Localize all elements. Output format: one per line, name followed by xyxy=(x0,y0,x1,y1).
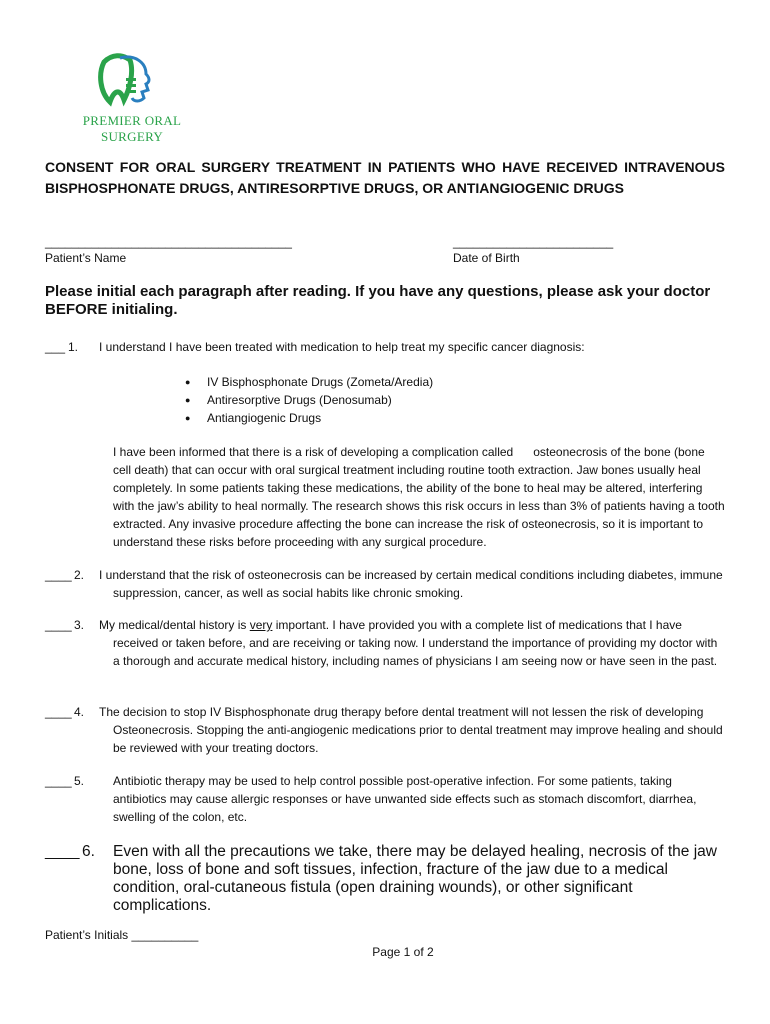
initial-blank-4[interactable]: ____ xyxy=(45,705,72,719)
patient-initials xyxy=(45,926,198,944)
practice-name: PREMIER ORAL SURGERY xyxy=(82,113,182,144)
drug-list-item: ● Antiangiogenic Drugs xyxy=(185,409,585,427)
item-text-6: Even with all the precautions we take, there may be delayed healing, necrosis of the jaw bone, loss of bone and soft tissues, infection, fracture of the jaw due to a medical condition, oral-cutaneous fistula (open draining wounds), or other significant complications. xyxy=(113,843,717,914)
item-text-2-body: I understand that the risk of osteonecrosis can be increased by certain medical conditions including diabetes, immune suppression, cancer, as well as social habits like chronic smoking. xyxy=(99,568,723,600)
form-title: CONSENT FOR ORAL SURGERY TREATMENT IN PATIENTS WHO HAVE RECEIVED INTRAVENOUS BISPHOSPHONATE DRUGS, ANTIRESORPTIVE DRUGS, OR ANTIANGIOGENIC DRUGS xyxy=(45,159,725,196)
drug-list xyxy=(185,373,585,427)
practice-logo xyxy=(52,52,212,144)
item-number-3: 3. xyxy=(74,618,85,632)
item-detail-1: I have been informed that there is a risk of developing a complication called osteonecrosis of the bone (bone cell death) that can occur with oral surgical treatment including routine tooth extraction. Jaw bones usually heal completely. In some patients taking these medications, the ability of the bone to heal may be altered, interfering with the jaw’s ability to heal normally. The research shows this risk occurs in less than 3% of patients having a tooth extracted. Any invasive procedure affecting the bone can increase the risk of osteonecrosis, so it is important to understand these risks before proceeding with any surgical procedure. xyxy=(113,445,728,549)
item-number-2: 2. xyxy=(74,568,85,582)
item-text-3-start: My medical/dental history is xyxy=(99,618,250,632)
item-number-1: 1. xyxy=(68,340,79,354)
patient-initials-field[interactable]: __________ xyxy=(131,928,199,942)
page-number: Page 1 of 2 xyxy=(372,945,434,959)
item-text-3 xyxy=(99,616,724,670)
date-of-birth-label: Date of Birth xyxy=(453,251,520,265)
item-number-4: 4. xyxy=(74,705,85,719)
item-text-3-rest: important. I have provided you with a complete list of medications that I have received or taken before, and are receiving or taking now. I understand the importance of providing my doctor with a thorough and accurate medical history, including names of physicians I am seeing now or have seen in the past. xyxy=(113,618,718,668)
patient-initials-label: Patient’s Initials xyxy=(45,928,129,942)
item-text-4-body: The decision to stop IV Bisphosphonate drug therapy before dental treatment will not lessen the risk of developing Osteonecrosis. Stopping the anti-angiogenic medications prior to dental treatment may improve healing and should be reviewed with your treating doctors. xyxy=(99,705,723,755)
initial-blank-6[interactable]: ____ xyxy=(45,843,80,860)
drug-list-item: ● Antiresorptive Drugs (Denosumab) xyxy=(185,391,585,409)
date-of-birth-field[interactable]: ________________________ xyxy=(453,235,614,249)
drug-list-item: ● IV Bisphosphonate Drugs (Zometa/Aredia) xyxy=(185,373,585,391)
item-text-1: I understand I have been treated with medication to help treat my specific cancer diagnosis: xyxy=(99,340,585,354)
initial-blank-3[interactable]: ____ xyxy=(45,618,72,632)
patient-name-field[interactable]: _____________________________________ xyxy=(45,235,292,249)
patient-name-label: Patient’s Name xyxy=(45,251,127,265)
item-number-6: 6. xyxy=(82,843,95,860)
item-text-4 xyxy=(99,703,724,757)
item-text-5: Antibiotic therapy may be used to help control possible post-operative infection. For some patients, taking antibiotics may cause allergic responses or have unwanted side effects such as stomach discomfort, diarrhea, swelling of the colon, etc. xyxy=(113,774,697,824)
emphasis-very: very xyxy=(249,618,273,632)
item-number-5: 5. xyxy=(74,774,85,788)
instructions: Please initial each paragraph after reading. If you have any questions, please ask your doctor BEFORE initialing. xyxy=(45,283,711,318)
item-text-2 xyxy=(99,566,724,602)
initial-blank-1[interactable]: ___ xyxy=(45,340,66,354)
tooth-profile-logo-icon xyxy=(90,52,160,112)
initial-blank-5[interactable]: ____ xyxy=(45,774,72,788)
initial-blank-2[interactable]: ____ xyxy=(45,568,72,582)
